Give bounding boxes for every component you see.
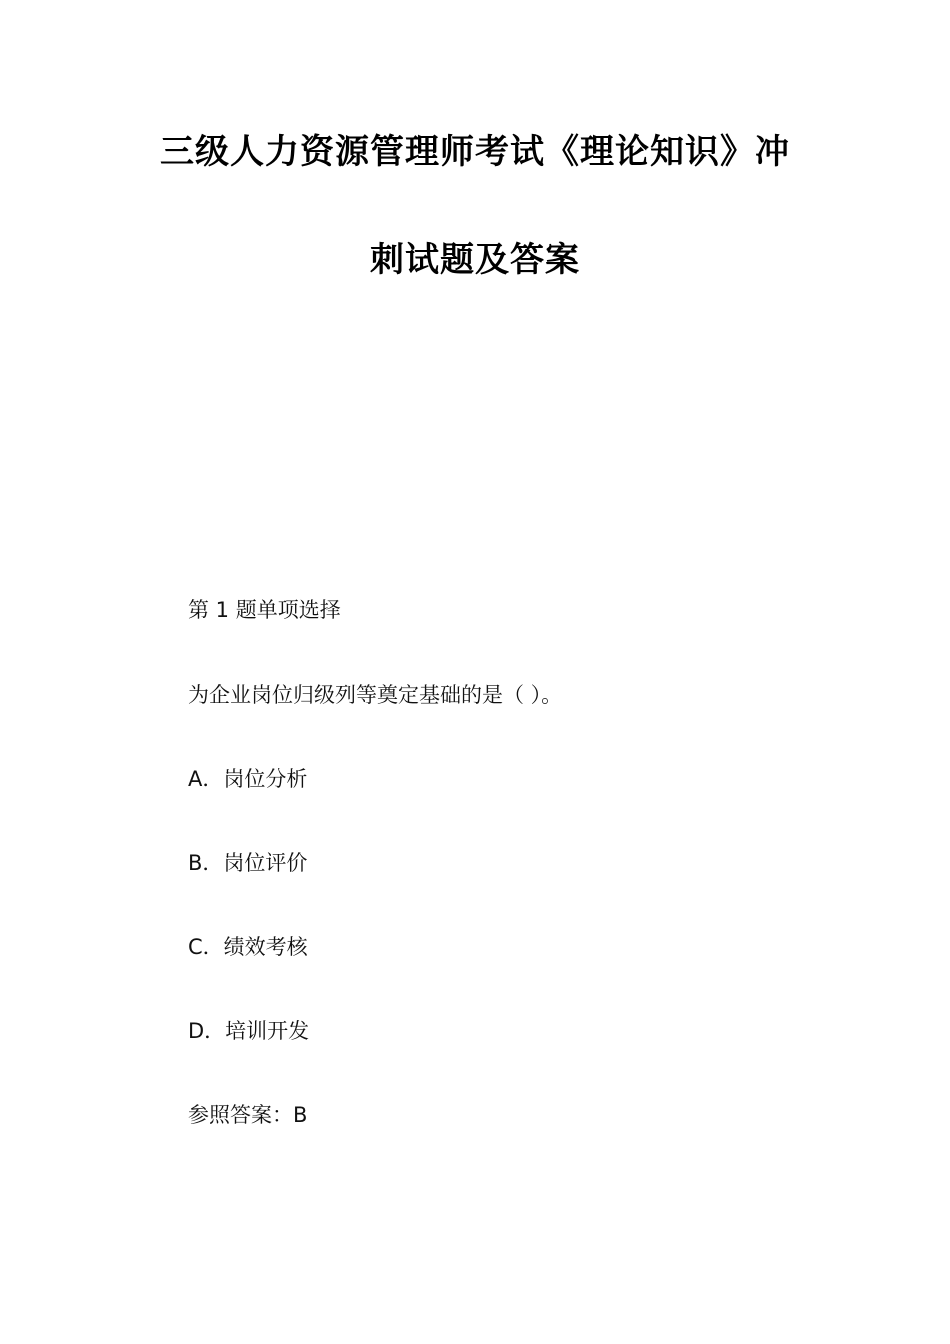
question-header: 第 1 题单项选择 bbox=[188, 598, 341, 622]
reference-answer: 参照答案：B bbox=[188, 1103, 308, 1127]
option-d: D．培训开发 bbox=[188, 1019, 310, 1043]
document-title-line-2: 刺试题及答案 bbox=[370, 240, 580, 280]
option-c: C．绩效考核 bbox=[188, 935, 308, 959]
question-stem: 为企业岗位归级列等奠定基础的是（ ）。 bbox=[188, 683, 563, 707]
option-a: A．岗位分析 bbox=[188, 767, 308, 791]
document-title-line-1: 三级人力资源管理师考试《理论知识》冲 bbox=[160, 132, 790, 172]
option-b: B．岗位评价 bbox=[188, 851, 308, 875]
